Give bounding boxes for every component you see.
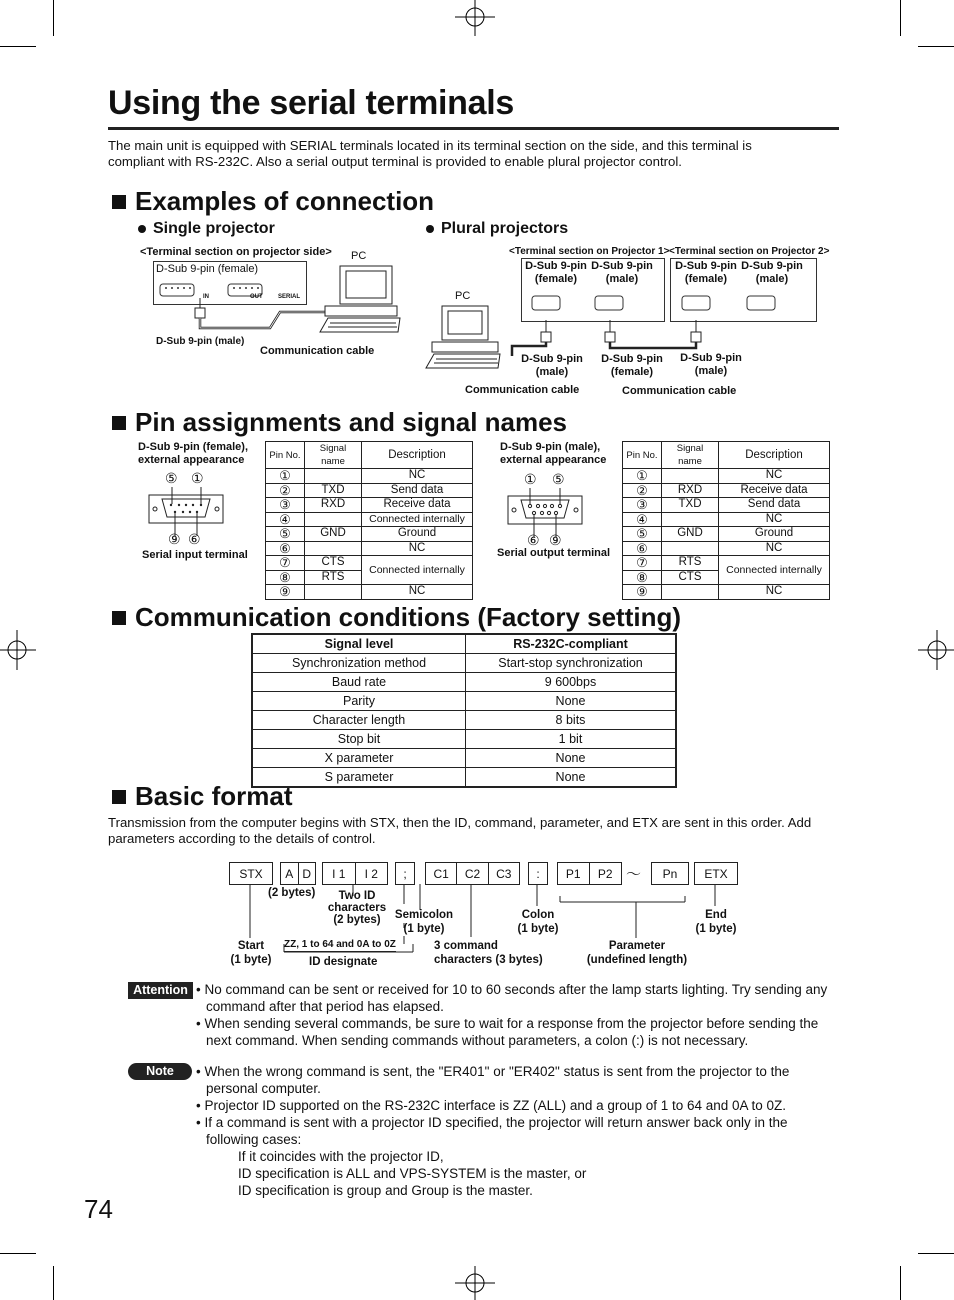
panel-out-label: OUT [250, 294, 263, 300]
pc-label: PC [351, 250, 367, 262]
section-examples [112, 186, 434, 217]
id-designate-label: ID designate [309, 956, 378, 968]
case-line: ID specification is group and Group is the master. [238, 1183, 533, 1198]
terminal2-label: <Terminal section on Projector 2> [669, 246, 830, 257]
terminal-side-label: <Terminal section on projector side> [140, 246, 332, 258]
id-ad-box: A D [280, 862, 316, 885]
section-heading: Pin assignments and signal names [135, 407, 568, 437]
pin-number: ⑨ [168, 531, 181, 547]
colon-label: Colon (1 byte) [517, 909, 559, 935]
table-row: S parameter None [252, 768, 676, 788]
pin-number: ① [191, 470, 204, 486]
case-line: If it coincides with the projector ID, [238, 1149, 444, 1164]
table-row: ① NC [623, 469, 830, 484]
plural-male-label-1: D-Sub 9-pin (male) [521, 353, 583, 378]
table-header-row [266, 442, 473, 469]
section-basic-format [112, 781, 293, 812]
etx-box: ETX [694, 862, 738, 885]
input-caption: D-Sub 9-pin (female), external appearance [138, 441, 249, 466]
column-header: Pin No. [623, 442, 662, 469]
page-number: 74 [84, 1194, 113, 1224]
input-terminal-label: Serial input terminal [142, 549, 248, 561]
intro-text: The main unit is equipped with SERIAL terminals located in its terminal section on the side, and this terminal is compliant with RS-232C. Also a serial output terminal is provided to enable plural projector control. [108, 138, 752, 169]
case-line: ID specification is ALL and VPS-SYSTEM is the master, or [238, 1166, 587, 1181]
table-header-row: Signal level RS-232C-compliant [252, 634, 676, 654]
title-rule [108, 127, 839, 130]
pin-number: ⑥ [527, 532, 540, 548]
table-row: ⑨ NC [623, 585, 830, 600]
p1-male-label: D-Sub 9-pin (male) [591, 260, 653, 285]
start-label: Start (1 byte) [230, 940, 272, 966]
column-header: Signal name [305, 442, 362, 469]
registration-mark-right [918, 630, 954, 670]
table-row: ⑤ GND Ground [623, 527, 830, 542]
output-terminal-label: Serial output terminal [497, 547, 611, 559]
pin-number: ⑤ [165, 470, 178, 486]
two-bytes-label: (2 bytes) [268, 887, 316, 899]
crop-mark [900, 1266, 901, 1300]
table-row: ① NC [266, 469, 473, 484]
list-item: • Projector ID supported on the RS-232C interface is ZZ (ALL) and a group of 1 to 64 and 0A to 0Z. [196, 1098, 787, 1113]
pin-number: ① [524, 471, 537, 487]
stx-box: STX [229, 862, 273, 885]
command-box: C1 C2 C3 [425, 862, 520, 885]
single-projector-heading [138, 220, 275, 238]
table-row: ③ RXD Receive data [266, 498, 473, 513]
basic-intro: Transmission from the computer begins with STX, then the ID, command, parameter, and ETX are sent in this order. Add parameters according to the details of control. [108, 815, 812, 846]
single-connection-diagram [150, 246, 410, 344]
plural-female-label: D-Sub 9-pin (female) [601, 353, 663, 378]
square-bullet-icon [112, 611, 126, 625]
table-row: Character length 8 bits [252, 711, 676, 730]
page-title: Using the serial terminals [108, 84, 515, 122]
parameter-box: P1 P2 [557, 862, 622, 885]
bullet-icon [426, 225, 434, 233]
plural-male-label-2: D-Sub 9-pin (male) [680, 352, 742, 377]
column-header: Description [362, 442, 473, 469]
attention-badge: Attention [128, 982, 193, 999]
parameter-label: Parameter (undefined length) [586, 940, 688, 966]
male-connector-label: D-Sub 9-pin (male) [156, 336, 245, 347]
pn-box: Pn [651, 862, 689, 885]
table-row: Synchronization method Start-stop synchronization [252, 654, 676, 673]
section-heading: Communication conditions (Factory setting) [135, 602, 682, 632]
crop-mark [53, 1266, 54, 1300]
bullet-icon [138, 225, 146, 233]
pin-number: ⑤ [552, 471, 565, 487]
pc-label-plural: PC [455, 290, 471, 302]
crop-mark [918, 46, 954, 47]
column-header: Signal name [662, 442, 719, 469]
plural-projectors-heading [426, 220, 568, 238]
registration-mark-left [0, 630, 36, 670]
square-bullet-icon [112, 416, 126, 430]
two-id-label: Two ID characters (2 bytes) [327, 890, 387, 926]
panel-serial-label: SERIAL [278, 294, 301, 300]
terminal1-label: <Terminal section on Projector 1> [509, 246, 670, 257]
registration-mark-top [455, 0, 495, 36]
p1-female-label: D-Sub 9-pin (female) [525, 260, 587, 285]
cable-label-1: Communication cable [465, 384, 580, 396]
square-bullet-icon [112, 790, 126, 804]
crop-mark [0, 1253, 36, 1254]
note-badge: Note [128, 1063, 192, 1080]
zz-label: ZZ, 1 to 64 and 0A to 0Z [284, 939, 396, 950]
section-heading: Basic format [135, 781, 293, 811]
subheading-text: Single projector [153, 220, 275, 237]
section-conditions [112, 602, 681, 633]
conditions-table [251, 633, 677, 788]
cable-label-2: Communication cable [622, 385, 737, 397]
male-dsub-connector-icon [507, 487, 583, 537]
column-header: Pin No. [266, 442, 305, 469]
id-i-box: I 1 I 2 [322, 862, 388, 885]
table-row: ⑦ CTS Connected internally [266, 556, 473, 571]
command-label: 3 command characters (3 bytes) [434, 940, 543, 966]
registration-mark-bottom [455, 1266, 495, 1300]
table-row: ⑦ RTS Connected internally [623, 556, 830, 571]
crop-mark [918, 1253, 954, 1254]
output-caption: D-Sub 9-pin (male), external appearance [500, 441, 607, 466]
table-row: ④ NC [623, 512, 830, 527]
table-row: ③ TXD Send data [623, 498, 830, 513]
female-dsub-connector-icon [148, 486, 224, 536]
table-row: ④ Connected internally [266, 512, 473, 527]
subheading-text: Plural projectors [441, 220, 569, 237]
table-header-row [623, 442, 830, 469]
table-row: Parity None [252, 692, 676, 711]
crop-mark [53, 0, 54, 36]
table-row: Baud rate 9 600bps [252, 673, 676, 692]
tilde-symbol: ～ [626, 866, 642, 883]
p2-male-label: D-Sub 9-pin (male) [741, 260, 803, 285]
list-item: • If a command is sent with a projector ID specified, the projector will return answer back only in the following cases: [196, 1115, 788, 1147]
table-row: ⑥ NC [623, 541, 830, 556]
colon-box: : [528, 862, 548, 885]
semicolon-label: Semicolon (1 byte) [394, 909, 454, 935]
semicolon-box: ; [395, 862, 415, 885]
pin-number: ⑥ [188, 531, 201, 547]
end-label: End (1 byte) [695, 909, 737, 935]
list-item: • When sending several commands, be sure to wait for a response from the projector before sending the next command. When sending commands without parameters, a colon (:) is not necessary. [196, 1016, 819, 1048]
pc-icon [320, 266, 400, 332]
table-row: ⑨ NC [266, 585, 473, 600]
crop-mark [0, 46, 36, 47]
table-row: X parameter None [252, 749, 676, 768]
cable-label: Communication cable [260, 345, 375, 357]
crop-mark [900, 0, 901, 36]
column-header: Description [719, 442, 830, 469]
section-pins [112, 407, 567, 438]
note-list [196, 1063, 836, 1199]
output-pin-table [622, 441, 830, 600]
input-pin-table [265, 441, 473, 600]
p2-female-label: D-Sub 9-pin (female) [675, 260, 737, 285]
table-row: ⑧ RTS [266, 570, 473, 585]
list-item: • No command can be sent or received for 10 to 60 seconds after the lamp starts lighting. Try sending any command after that period has elapsed. [196, 982, 828, 1014]
panel-in-label: IN [203, 294, 209, 300]
table-row: ⑧ CTS [623, 570, 830, 585]
table-row: ⑤ GND Ground [266, 527, 473, 542]
female-connector-label: D-Sub 9-pin (female) [156, 263, 259, 275]
pin-number: ⑨ [549, 532, 562, 548]
table-row: ② TXD Send data [266, 483, 473, 498]
list-item: • When the wrong command is sent, the "ER401" or "ER402" status is sent from the projector to the personal computer. [196, 1064, 790, 1096]
table-row: Stop bit 1 bit [252, 730, 676, 749]
section-heading: Examples of connection [135, 186, 435, 216]
attention-list [196, 981, 836, 1049]
table-row: ⑥ NC [266, 541, 473, 556]
pc-icon [426, 306, 500, 368]
square-bullet-icon [112, 195, 126, 209]
table-row: ② RXD Receive data [623, 483, 830, 498]
